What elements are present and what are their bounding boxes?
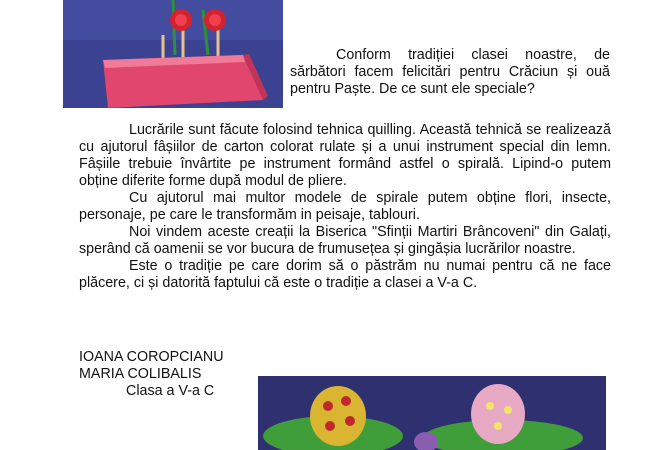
author-name-1: IOANA COROPCIANU	[79, 349, 224, 365]
paragraph-church: Noi vindem aceste creații la Biserica "Sfinții Martiri Brâncoveni" din Galați, sperând că oamenii se vor bucura de frumusețea și gingășia lucrărilor noastre.	[79, 224, 611, 257]
authors-block	[79, 349, 224, 400]
paragraph-spirals: Cu ajutorul mai multor modele de spirale putem obține flori, insecte, personaje, pe care le transformăm in peisaje, tablouri.	[79, 190, 611, 223]
intro-paragraph	[290, 47, 610, 98]
body-text	[79, 122, 611, 292]
class-label: Clasa a V-a C	[126, 383, 215, 399]
intro-text: Conform tradiției clasei noastre, de sărbători facem felicitări pentru Crăciun și ouă pentru Paște. De ce sunt ele speciale?	[290, 47, 610, 97]
paragraph-quilling: Lucrările sunt făcute folosind tehnica quilling. Această tehnică se realizează cu ajutorul fâșiilor de carton colorat rulate și a unui instrument special din lemn. Fâșiile trebuie învârtite pe instrument formând astfel o spirală. Lipind-o putem obține diferite forme după modul de pliere.	[79, 122, 611, 189]
photo-quilled-roses	[63, 0, 283, 108]
paragraph-tradition: Este o tradiție pe care dorim să o păstrăm nu numai pentru că ne face plăcere, ci și datorită faptului că este o tradiție a clasei a V-a C.	[79, 258, 611, 291]
photo-quilled-eggs	[258, 376, 606, 450]
author-name-2: MARIA COLIBALIS	[79, 366, 202, 382]
